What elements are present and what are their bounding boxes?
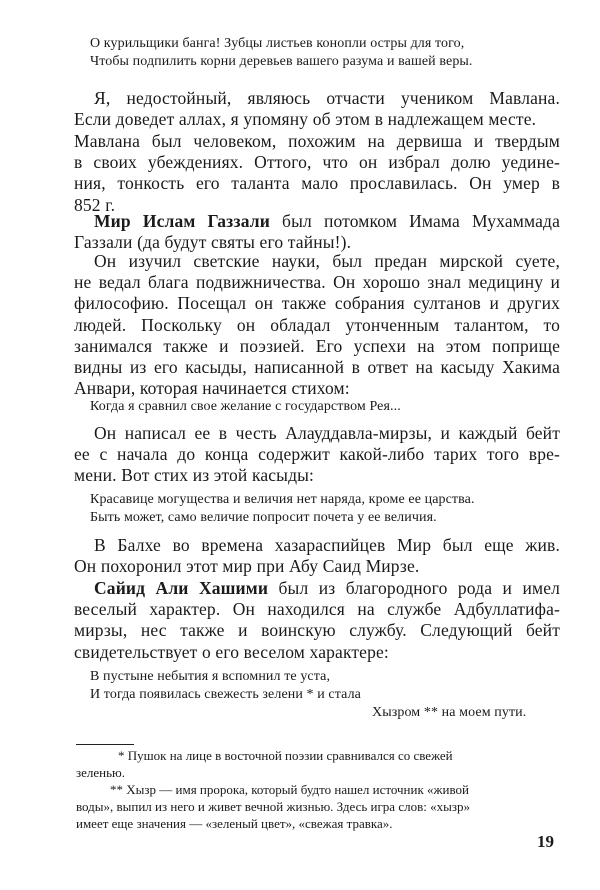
paragraph-line: В Балхе во времена хазараспийцев Мир был еще жив. xyxy=(94,535,560,555)
paragraph-line: не ведал блага подвижничества. Он хорошо знал медицину и xyxy=(74,272,560,293)
paragraph-5 xyxy=(74,423,560,487)
paragraph-4 xyxy=(74,251,560,399)
paragraph-6 xyxy=(74,535,560,577)
footnote-1-line-2: зеленью. xyxy=(76,765,126,780)
paragraph-line: ее с начала до конца содержит какой-либо тарих того вре- xyxy=(74,444,560,465)
paragraph-line: веселый характер. Он находился на службе Адбуллатифа- xyxy=(74,599,560,620)
paragraph-line xyxy=(74,211,560,232)
verse-line: Хызром ** на моем пути. xyxy=(372,705,527,720)
paragraph-line: Он похоронил этот мир при Абу Саид Мирзе. xyxy=(74,556,420,577)
paragraph-7 xyxy=(74,578,560,663)
paragraph-line: в своих убеждениях. Оттого, что он избрал долю уедине- xyxy=(74,152,560,173)
paragraph-line: философию. Посещал он также собрания султанов и других xyxy=(74,293,560,314)
footnote-2-line-3: имеет еще значения — «зеленый цвет», «свежая травка». xyxy=(76,816,393,831)
paragraph-text: был из благородного рода и имел xyxy=(268,578,560,598)
paragraph-3 xyxy=(74,211,560,253)
paragraph-line: свидетельствует о его веселом характере: xyxy=(74,641,389,662)
paragraph-line: Анвари, которая начинается стихом: xyxy=(74,378,350,399)
verse-line: И тогда появилась свежесть зелени * и стала xyxy=(90,687,361,702)
verse-line: Красавице могущества и величия нет наряда, кроме ее царства. xyxy=(90,492,475,507)
epigraph-line-1: О курильщики банга! Зубцы листьев конопли остры для того, xyxy=(90,36,465,51)
paragraph-line: мени. Вот стих из этой касыды: xyxy=(74,465,315,486)
paragraph-line: Он изучил светские науки, был предан мирской суете, xyxy=(94,251,560,271)
page-number: 19 xyxy=(537,832,554,851)
paragraph-line: Я, недостойный, являюсь отчасти учеником Мавлана. xyxy=(94,88,560,108)
footnote-2-line-2: воды», выпил из него и живет вечной жизнью. Здесь игра слов: «хызр» xyxy=(76,799,470,814)
verse-line: Когда я сравнил свое желание с государством Рея... xyxy=(90,399,401,414)
paragraph-line xyxy=(74,578,560,599)
paragraph-line: людей. Поскольку он обладал утонченным талантом, то xyxy=(74,314,560,335)
paragraph-line: мирзы, нес также и воинскую службу. Следующий бейт xyxy=(74,620,560,641)
paragraph-2 xyxy=(74,131,560,216)
footnote-divider xyxy=(76,744,134,745)
paragraph-line: ния, тонкость его таланта мало прославилась. Он умер в xyxy=(74,173,560,194)
paragraph-line: Мавлана был человеком, похожим на дервиша и твердым xyxy=(74,131,560,151)
paragraph-line: Если доведет аллах, я упомяну об этом в надлежащем месте. xyxy=(74,109,537,130)
footnote-1-line-1: * Пушок на лице в восточной поэзии сравнивался со свежей xyxy=(118,748,453,763)
paragraph-text: был потомком Имама Мухаммада xyxy=(270,211,560,231)
paragraph-line: 852 г. xyxy=(74,194,116,215)
paragraph-1 xyxy=(74,88,560,130)
poet-name: Мир Ислам Газзали xyxy=(94,211,270,231)
poet-name: Сайид Али Хашими xyxy=(94,578,269,598)
paragraph-line: занимался также и поэзией. Его успехи на этом поприще xyxy=(74,335,560,356)
paragraph-line: Он написал ее в честь Алауддавла-мирзы, и каждый бейт xyxy=(94,423,560,443)
footnote-2-line-1: ** Хызр — имя пророка, который будто нашел источник «живой xyxy=(110,782,469,797)
epigraph-line-2: Чтобы подпилить корни деревьев вашего разума и вашей веры. xyxy=(90,54,473,69)
verse-line: Быть может, само величие попросит почета у ее величия. xyxy=(90,510,437,525)
paragraph-line: Газзали (да будут святы его тайны!). xyxy=(74,232,352,253)
paragraph-line: видны из его касыды, написанной в ответ на касыду Хакима xyxy=(74,357,560,378)
verse-line: В пустыне небытия я вспомнил те уста, xyxy=(90,669,331,684)
